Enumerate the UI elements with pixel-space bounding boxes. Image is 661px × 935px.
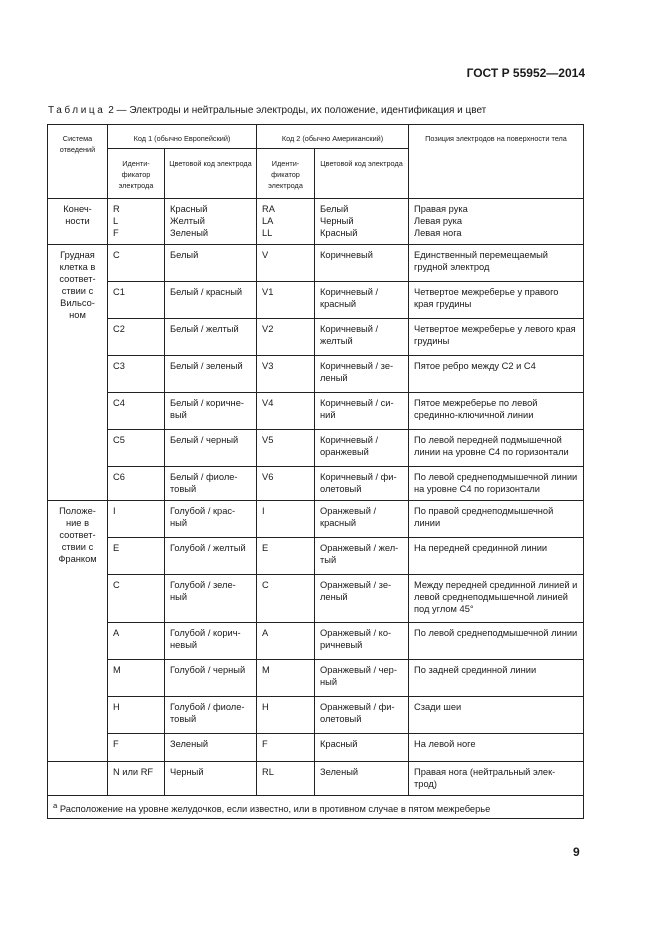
cell-id2: V4 [257,393,315,430]
group-label-frank: Положе-ние в соответ-ствии с Франком [48,501,108,762]
cell-color2: Коричневый / си-ний [315,393,409,430]
cell-id1: R L F [108,199,165,245]
table-row [48,282,584,319]
table-row [48,319,584,356]
cell-id1: C3 [108,356,165,393]
cell-color2: Зеленый [315,762,409,796]
cell-position: Сзади шеи [409,697,584,734]
cell-color1: Голубой / желтый [165,538,257,575]
cell-id1: C [108,245,165,282]
cell-color2: Оранжевый / зе-леный [315,575,409,623]
cell-id1: A [108,623,165,660]
table-row [48,356,584,393]
cell-color1: Белый / желтый [165,319,257,356]
cell-id2: E [257,538,315,575]
header-code2: Код 2 (обычно Американский) [257,125,409,149]
cell-color1: Голубой / зеле-ный [165,575,257,623]
table-row [48,623,584,660]
cell-color1: Зеленый [165,734,257,762]
cell-id2: V1 [257,282,315,319]
cell-id2: F [257,734,315,762]
header-color1: Цветовой код электрода [165,149,257,199]
cell-position: По правой среднеподмышечной линии [409,501,584,538]
footnote-row [48,796,584,819]
page-number: 9 [573,845,580,859]
cell-id2: V3 [257,356,315,393]
footnote [48,796,584,819]
electrode-table [47,124,584,819]
header-id2: Иденти-фикатор электрода [257,149,315,199]
cell-id2: C [257,575,315,623]
empty-group-cell [48,762,108,796]
table-row [48,501,584,538]
cell-color2: Оранжевый / ко-ричневый [315,623,409,660]
cell-id1: C2 [108,319,165,356]
group-label-chest: Грудная клетка в соответ-ствии с Вильсо-ном [48,245,108,501]
header-code1: Код 1 (обычно Европейский) [108,125,257,149]
cell-position: Между передней срединной линией и левой среднеподмышечной линией под углом 45° [409,575,584,623]
table-row [48,660,584,697]
cell-id2: M [257,660,315,697]
cell-id1: C6 [108,467,165,501]
cell-id2: A [257,623,315,660]
table-row [48,199,584,245]
cell-id1: C4 [108,393,165,430]
cell-position: Правая нога (нейтральный элек-трод) [409,762,584,796]
header-id1: Иденти-фикатор электрода [108,149,165,199]
cell-position: По левой передней подмышечной линии на уровне C4 по горизонтали [409,430,584,467]
cell-id1: N или RF [108,762,165,796]
cell-id2: V2 [257,319,315,356]
table-row [48,697,584,734]
cell-id1: C [108,575,165,623]
cell-id2: V5 [257,430,315,467]
cell-position: Единственный перемещаемый грудной электрод [409,245,584,282]
cell-position: Четвертое межреберье у правого края грудины [409,282,584,319]
cell-position: Пятое межреберье по левой срединно-ключичной линии [409,393,584,430]
group-label-limbs: Конеч-ности [48,199,108,245]
footnote-text: Расположение на уровне желудочков, если известно, или в противном случае в пятом межреберье [59,804,491,815]
cell-position: Четвертое межреберье у левого края грудины [409,319,584,356]
cell-color2: Оранжевый / красный [315,501,409,538]
table-caption [48,105,486,116]
cell-position: По левой среднеподмышечной линии [409,623,584,660]
header-system: Система отведений [48,125,108,199]
cell-position: Пятое ребро между C2 и C4 [409,356,584,393]
cell-color1: Белый / черный [165,430,257,467]
cell-id1: M [108,660,165,697]
cell-color2: Коричневый / красный [315,282,409,319]
cell-id2: I [257,501,315,538]
cell-color2: Белый Черный Красный [315,199,409,245]
cell-id1: E [108,538,165,575]
cell-id2: RL [257,762,315,796]
cell-color1: Белый / зеленый [165,356,257,393]
header-color2: Цветовой код электрода [315,149,409,199]
table-row [48,538,584,575]
cell-position: На передней срединной линии [409,538,584,575]
cell-position: На левой ноге [409,734,584,762]
cell-color2: Коричневый / фи-олетовый [315,467,409,501]
cell-color2: Оранжевый / фи-олетовый [315,697,409,734]
cell-id2: V [257,245,315,282]
cell-id1: C5 [108,430,165,467]
cell-color1: Голубой / крас-ный [165,501,257,538]
cell-color2: Оранжевый / жел-тый [315,538,409,575]
table-row [48,393,584,430]
cell-color1: Голубой / фиоле-товый [165,697,257,734]
cell-color2: Коричневый [315,245,409,282]
table-row [48,430,584,467]
cell-color1: Белый / коричне-вый [165,393,257,430]
document-code: ГОСТ Р 55952—2014 [466,66,585,80]
table-row [48,734,584,762]
footnote-mark: а [53,801,58,810]
cell-color2: Коричневый / зе-леный [315,356,409,393]
cell-color2: Красный [315,734,409,762]
cell-id1: H [108,697,165,734]
cell-position: По задней срединной линии [409,660,584,697]
table-row [48,575,584,623]
cell-color1: Белый [165,245,257,282]
caption-prefix: Таблица [48,105,106,116]
cell-id2: RA LA LL [257,199,315,245]
cell-id1: C1 [108,282,165,319]
cell-color2: Оранжевый / чер-ный [315,660,409,697]
cell-color2: Коричневый / оранжевый [315,430,409,467]
table-row [48,467,584,501]
cell-id1: F [108,734,165,762]
caption-text: 2 — Электроды и нейтральные электроды, их положение, идентификация и цвет [108,105,487,116]
cell-position: По левой среднеподмышечной линии на уровне C4 по горизонтали [409,467,584,501]
cell-color1: Белый / фиоле-товый [165,467,257,501]
cell-color1: Красный Желтый Зеленый [165,199,257,245]
cell-position: Правая рука Левая рука Левая нога [409,199,584,245]
table-row [48,245,584,282]
cell-id2: V6 [257,467,315,501]
cell-color1: Голубой / черный [165,660,257,697]
header-position: Позиция электродов на поверхности тела [409,125,584,199]
cell-id1: I [108,501,165,538]
table-row [48,762,584,796]
cell-color1: Белый / красный [165,282,257,319]
cell-color2: Коричневый / желтый [315,319,409,356]
cell-color1: Черный [165,762,257,796]
cell-color1: Голубой / корич-невый [165,623,257,660]
cell-id2: H [257,697,315,734]
